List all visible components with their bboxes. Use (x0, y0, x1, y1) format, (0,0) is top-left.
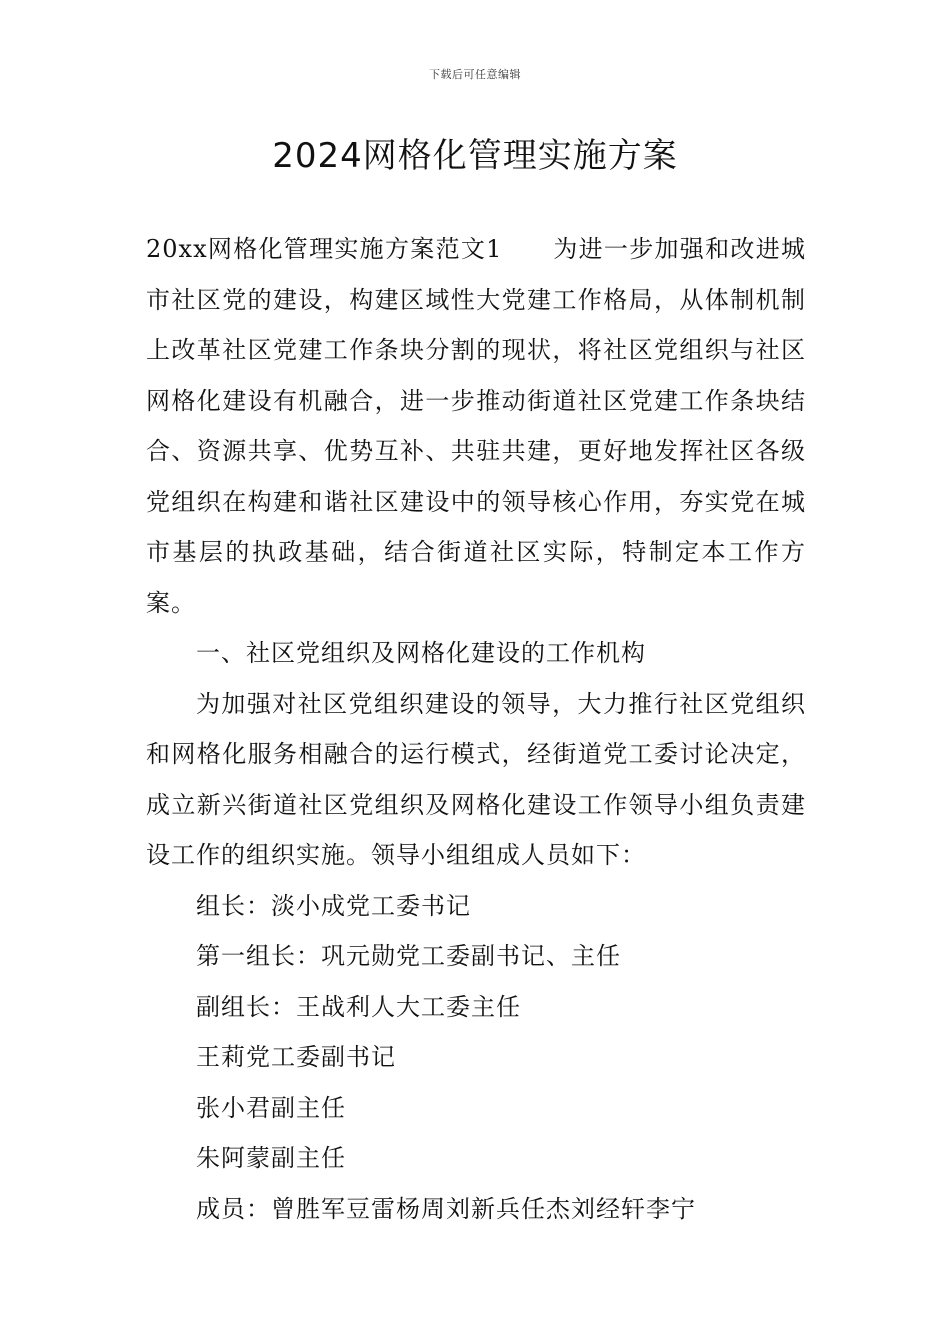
list-item: 王莉党工委副书记 (196, 1043, 396, 1071)
section-heading: 一、社区党组织及网格化建设的工作机构 (196, 639, 646, 667)
list-item: 张小君副主任 (196, 1093, 346, 1122)
paragraph-intro: 20xx网格化管理实施方案范文1 为进一步加强和改进城市社区党的建设，构建区域性大党建工作格局，从体制机制上改革社区党建工作条块分割的现状，将社区党组织与社区网格化建设有机融合，进一步推动街道社区党建工作条块结合、资源共享、优势互补、共驻共建，更好地发挥社区各级党组织在构建和谐社区建设中的领导核心作用，夯实党在城市基层的执政基础，结合街道社区实际，特制定本工作方案。 (146, 235, 806, 617)
paragraph: 为加强对社区党组织建设的领导，大力推行社区党组织和网格化服务相融合的运行模式，经街道党工委讨论决定，成立新兴街道社区党组织及网格化建设工作领导小组负责建设工作的组织实施。领导小组组成人员如下： (146, 689, 806, 869)
list-item: 第一组长：巩元勋党工委副书记、主任 (196, 942, 621, 970)
document-title: 2024网格化管理实施方案 (272, 136, 678, 176)
list-item: 副组长：王战利人大工委主任 (196, 992, 521, 1021)
list-item: 组长：淡小成党工委书记 (196, 891, 471, 920)
document-body (146, 224, 806, 1234)
list-item: 朱阿蒙副主任 (196, 1144, 346, 1172)
header-note: 下载后可任意编辑 (429, 68, 521, 81)
list-item: 成员：曾胜军豆雷杨周刘新兵任杰刘经轩李宁 (196, 1194, 696, 1223)
